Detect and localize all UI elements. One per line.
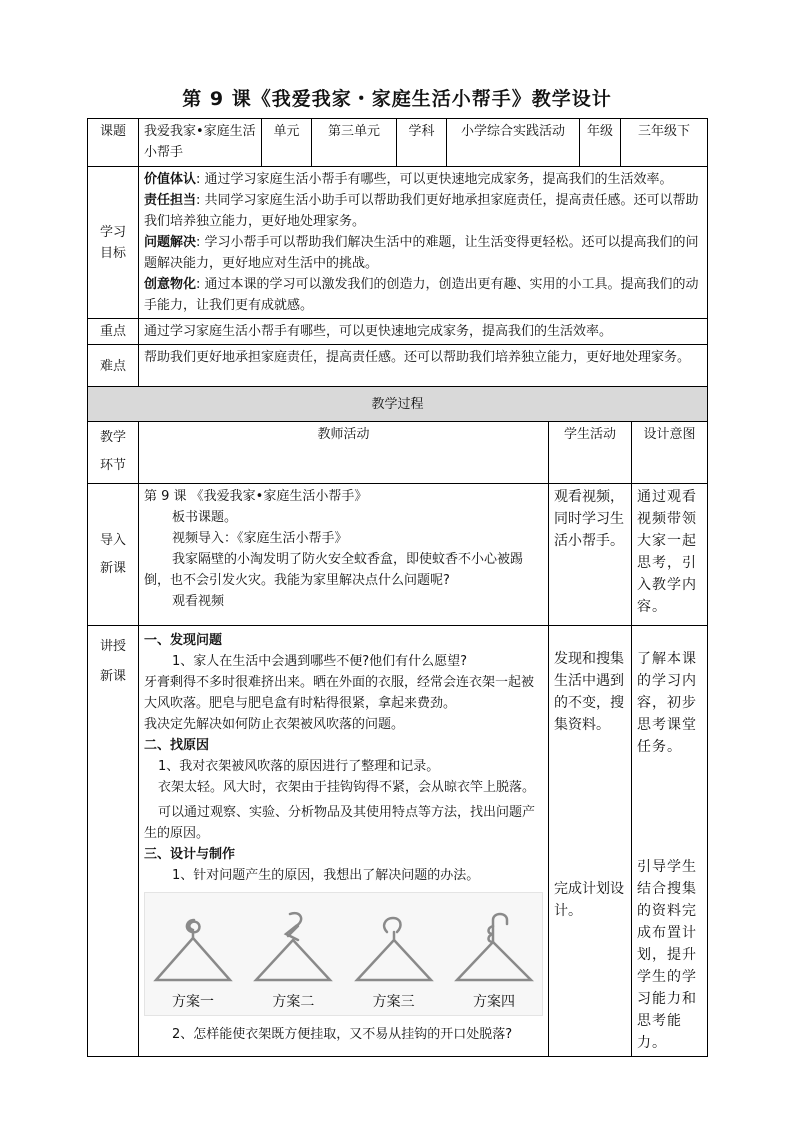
difficult-point-text: 帮助我们更好地承担家庭责任，提高责任感。还可以帮助我们培养独立能力，更好地处理家务。 — [139, 345, 708, 389]
difficult-point-label: 难点 — [88, 345, 139, 389]
hanger-3-icon — [351, 910, 437, 990]
intro-design-intent: 通过观看视频带领大家一起思考，引入教学内容。 — [632, 484, 708, 626]
col-stage-header: 教学 环节 — [88, 422, 139, 484]
col-student-header: 学生活动 — [549, 422, 632, 484]
new-lesson-teacher-activity: 一、发现问题 1、家人在生活中会遇到哪些不便?他们有什么愿望? 牙膏剩得不多时很难挤出来。晒在外面的衣服，经常会连衣架一起被大风吹落。肥皂与肥皂盒有时粘得很紧，拿起来费劲。 我决定先解决如何防止衣架被风吹落的问题。 二、找原因 1、我对衣架被风吹落的原因进行了整理和记录。 衣架太轻。风大时，衣架由于挂钩钩得不紧，会从晾衣竿上脱落。 可以通过观察、实验、分析物品及其使用特点等方法，找出问题产生的原因。 三、设计与制作 1、针对问题产生的原因，我想出了解决问题的办法。 方案一 方案二 方案三 方案四 2、怎样能使衣架既方便挂取，又不易从挂钩的开口处脱落? — [139, 626, 549, 1057]
hanger-plan-3: 方案三 — [348, 895, 440, 1013]
new-lesson-student-activity: 发现和搜集生活中遇到的不变，搜集资料。 完成计划设计。 — [549, 626, 632, 1057]
section-title: 一、发现问题 — [144, 633, 223, 648]
hanger-1-icon — [150, 910, 236, 990]
hanger-plan-4: 方案四 — [448, 895, 540, 1013]
section-title: 二、找原因 — [144, 738, 210, 753]
intro-stage: 导入 新课 — [88, 484, 139, 626]
intro-teacher-activity: 第 9 课 《我爱我家•家庭生活小帮手》 板书课题。 视频导入：《家庭生活小帮手》 我家隔壁的小淘发明了防火安全蚊香盒，即使蚊香不小心被踢倒，也不会引发火灾。我能为家里解决点什么问题呢? 观看视频 — [139, 484, 549, 626]
objective-item: 价值体认: 通过学习家庭生活小帮手有哪些，可以更快速地完成家务，提高我们的生活效率。 — [144, 172, 673, 187]
objectives-label: 学习 目标 — [88, 167, 139, 319]
process-header: 教学过程 — [88, 387, 708, 422]
objectives-content — [139, 167, 708, 319]
topic-label: 课题 — [88, 119, 139, 167]
new-lesson-stage: 讲授 新课 — [88, 626, 139, 1057]
grade-label: 年级 — [580, 119, 621, 167]
objective-item: 创意物化: 通过本课的学习可以激发我们的创造力，创造出更有趣、实用的小工具。提高我们的动手能力，让我们更有成就感。 — [144, 277, 699, 313]
subject-label: 学科 — [397, 119, 447, 167]
hanger-plans-figure — [144, 892, 543, 1016]
new-lesson-design-intent: 了解本课的学习内容，初步思考课堂任务。 引导学生结合搜集的资料完成布置计划，提升学生的学习能力和思考能力。 — [632, 626, 708, 1057]
objective-item: 问题解决: 学习小帮手可以帮助我们解决生活中的难题，让生活变得更轻松。还可以提高我们的问题解决能力，更好地应对生活中的挑战。 — [144, 235, 699, 271]
unit-value: 第三单元 — [312, 119, 397, 167]
hanger-plan-1: 方案一 — [147, 895, 239, 1013]
col-intent-header: 设计意图 — [632, 422, 708, 484]
topic-value: 我爱我家•家庭生活小帮手 — [139, 119, 262, 167]
key-point-text: 通过学习家庭生活小帮手有哪些，可以更快速地完成家务，提高我们的生活效率。 — [139, 319, 708, 345]
intro-student-activity: 观看视频，同时学习生活小帮手。 — [549, 484, 632, 626]
section-title: 三、设计与制作 — [144, 847, 236, 862]
col-teacher-header: 教师活动 — [139, 422, 549, 484]
hanger-2-icon — [250, 910, 336, 990]
hanger-plan-2: 方案二 — [247, 895, 339, 1013]
teaching-process-table — [87, 386, 708, 1057]
subject-value: 小学综合实践活动 — [447, 119, 580, 167]
hanger-4-icon — [451, 910, 537, 990]
grade-value: 三年级下 — [621, 119, 708, 167]
key-point-label: 重点 — [88, 319, 139, 345]
page-title: 第 9 课《我爱我家・家庭生活小帮手》教学设计 — [182, 88, 612, 110]
unit-label: 单元 — [262, 119, 312, 167]
lesson-info-table — [87, 118, 708, 389]
objective-item: 责任担当: 共同学习家庭生活小助手可以帮助我们更好地承担家庭责任，提高责任感。还可以帮助我们培养独立能力，更好地处理家务。 — [144, 193, 699, 229]
